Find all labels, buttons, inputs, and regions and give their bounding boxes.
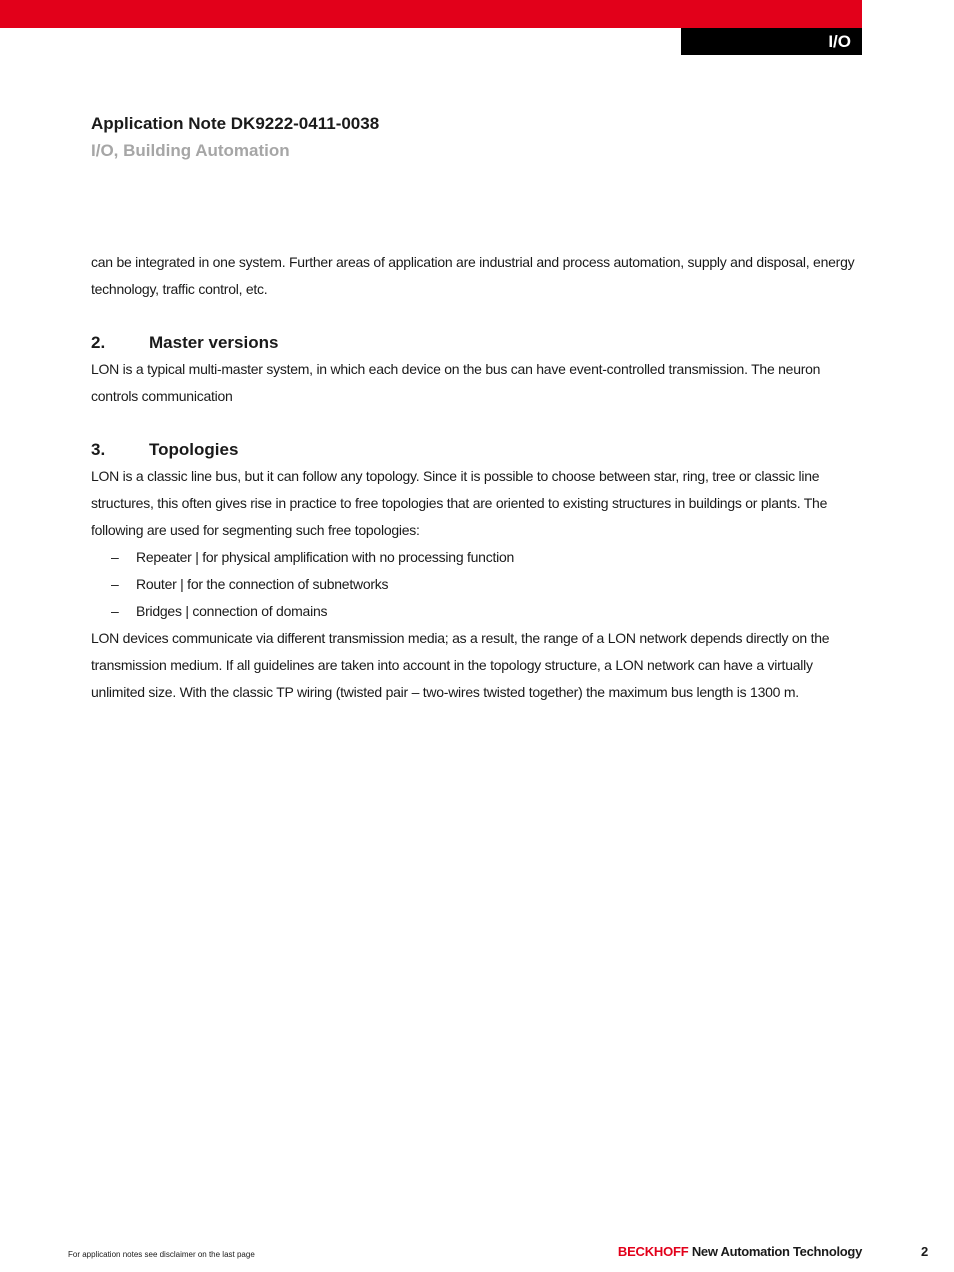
section-title: Master versions [149,333,279,352]
page-number: 2 [921,1244,929,1259]
document-title: Application Note DK9222-0411-0038 [91,114,380,133]
dash-bullet-icon: – [111,549,119,565]
dash-bullet-icon: – [111,603,119,619]
dash-bullet-icon: – [111,576,119,592]
list-item [91,571,861,598]
section-heading-master-versions [91,329,861,356]
footer-disclaimer: For application notes see disclaimer on the last page [68,1250,255,1259]
list-item-text: Router | for the connection of subnetworks [136,576,389,592]
document-subtitle: I/O, Building Automation [91,141,290,160]
brand-tagline: New Automation Technology [691,1244,862,1259]
document-body [91,249,861,706]
section-heading-topologies [91,436,861,463]
list-item-text: Bridges | connection of domains [136,603,328,619]
list-item-text: Repeater | for physical amplification with no processing function [136,549,515,565]
section-number: 3. [91,440,106,459]
section-title: Topologies [149,440,239,459]
segmenting-list [91,544,861,625]
intro-paragraph: can be integrated in one system. Further areas of application are industrial and process automation, supply and disposal, energy technology, traffic control, etc. [91,254,855,297]
list-item [91,598,861,625]
beckhoff-logo: BECKHOFF [617,1244,689,1259]
topologies-paragraph: LON is a classic line bus, but it can follow any topology. Since it is possible to choose between star, ring, tree or classic line structures, this often gives rise in practice to free topologies that are oriented to existing structures in buildings or plants. The following are used for segmenting such free topologies: [91,468,828,538]
footer-brand [618,1244,862,1259]
section-number: 2. [91,333,106,352]
master-versions-paragraph: LON is a typical multi-master system, in which each device on the bus can have event-controlled transmission. The neuron controls communication [91,361,821,404]
brand-top-bar [0,0,862,28]
section-tab: I/O [681,28,862,55]
topologies-closing-paragraph: LON devices communicate via different transmission media; as a result, the range of a LON network depends directly on the transmission medium. If all guidelines are taken into account in the topology structure, a LON network can have a virtually unlimited size. With the classic TP wiring (twisted pair – two-wires twisted together) the maximum bus length is 1300 m. [91,630,830,700]
list-item [91,544,861,571]
